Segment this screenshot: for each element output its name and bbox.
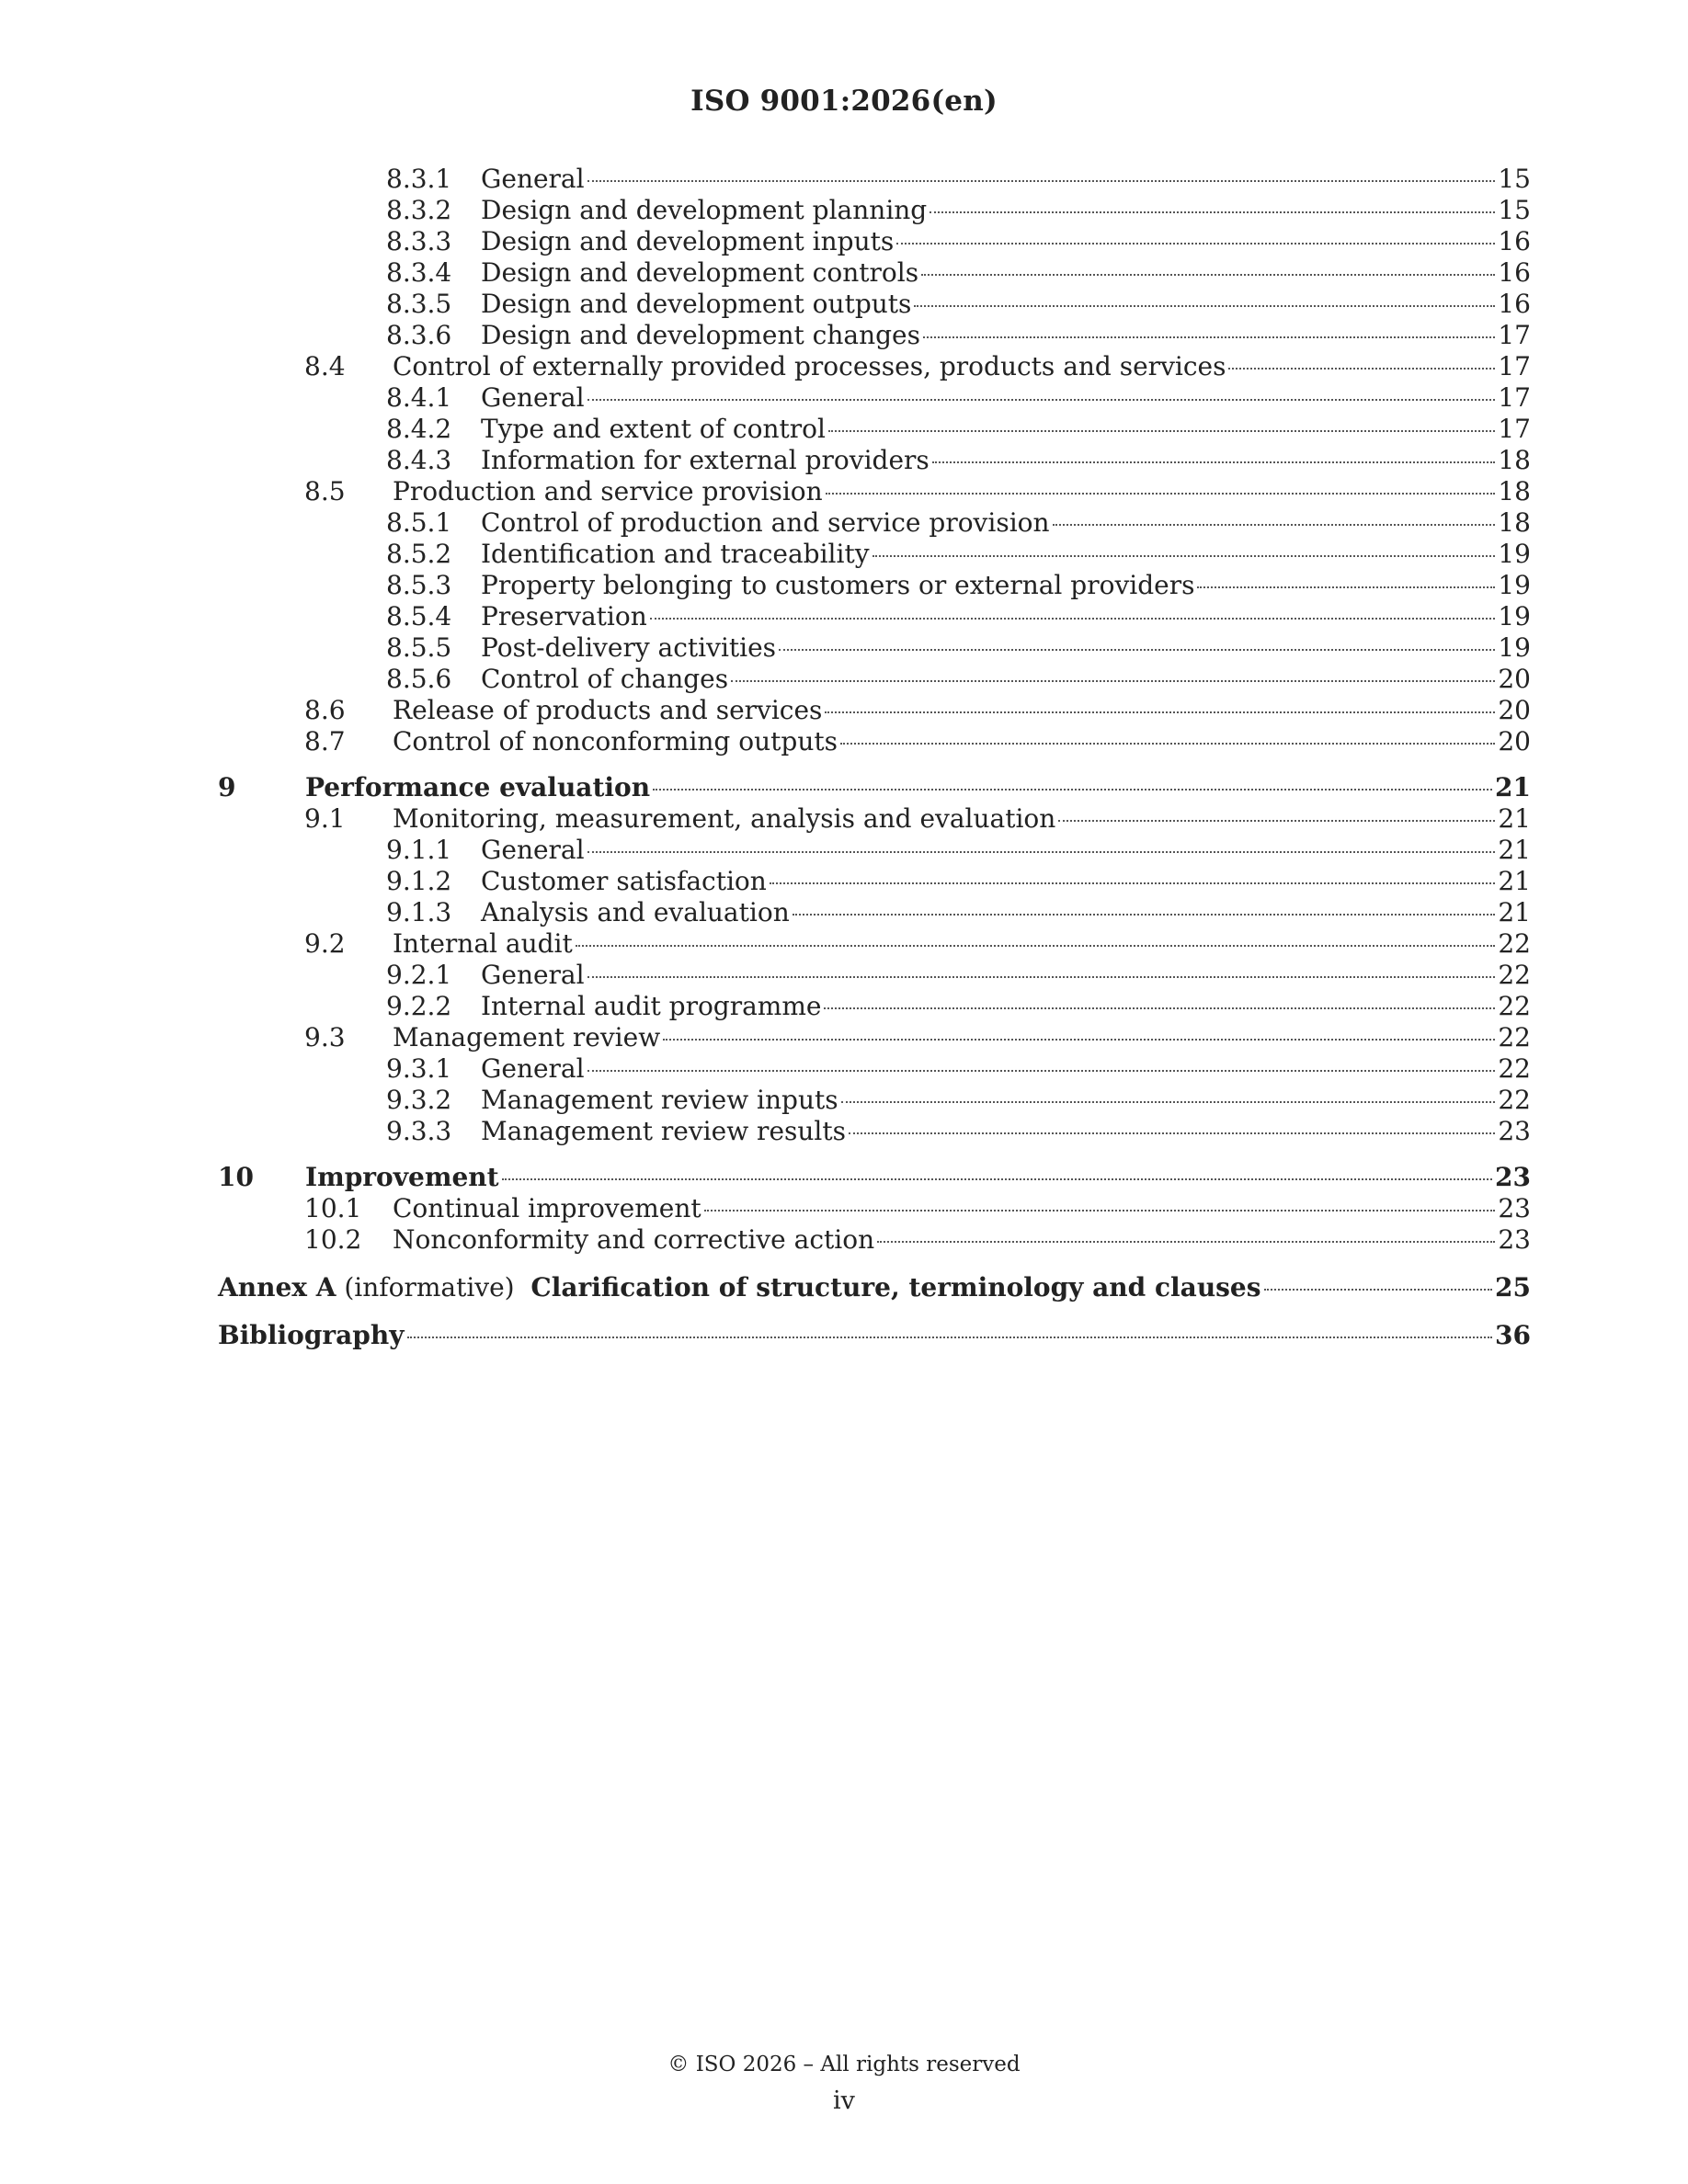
toc-entry-title: Continual improvement: [393, 1193, 701, 1223]
toc-entry-number: 8.4.1: [386, 382, 452, 413]
toc-entry-page: 20: [1498, 726, 1531, 756]
toc-entry-number: 8.3.1: [386, 164, 452, 194]
toc-dot-leader: [1053, 524, 1496, 526]
toc-entry-number: 9.3.2: [386, 1085, 452, 1115]
toc-entry[interactable]: [218, 1116, 1531, 1147]
toc-entry[interactable]: [218, 1085, 1531, 1116]
toc-entry-number: 8.5.3: [386, 570, 452, 600]
toc-entry-page: 22: [1498, 1053, 1531, 1084]
toc-entry-page: 16: [1498, 257, 1531, 288]
toc-entry-number: 9: [218, 772, 236, 802]
document-header-title: ISO 9001:2026(en): [690, 85, 998, 118]
toc-entry-title: General: [481, 960, 585, 990]
toc-dot-leader: [841, 1101, 1496, 1103]
toc-entry[interactable]: [218, 1224, 1531, 1256]
toc-dot-leader: [576, 945, 1496, 947]
toc-entry[interactable]: [218, 632, 1531, 664]
toc-entry-number: 9.3.3: [386, 1116, 452, 1146]
toc-entry-page: 19: [1498, 570, 1531, 600]
toc-entry-page: 21: [1495, 772, 1531, 802]
toc-dot-leader: [877, 1241, 1495, 1243]
footer-page-number: iv: [833, 2087, 855, 2115]
annex-title-group: [218, 1272, 1261, 1303]
toc-entry-number: 9.3.1: [386, 1053, 452, 1084]
toc-entry[interactable]: [218, 991, 1531, 1022]
toc-entry[interactable]: [218, 164, 1531, 195]
toc-entry-title: Control of externally provided processes, products and services: [393, 351, 1226, 381]
toc-dot-leader: [828, 430, 1495, 432]
toc-entry-title: Post-delivery activities: [481, 632, 777, 663]
toc-entry-title: Identification and traceability: [481, 539, 870, 569]
toc-dot-leader: [779, 649, 1495, 651]
toc-entry[interactable]: [218, 320, 1531, 351]
toc-entry-page: 17: [1498, 382, 1531, 413]
toc-entry-page: 16: [1498, 289, 1531, 319]
toc-dot-leader: [653, 789, 1492, 791]
toc-entry-number: 9.1.2: [386, 866, 452, 896]
toc-dot-leader: [914, 305, 1495, 307]
annex-label: Annex A: [218, 1272, 336, 1302]
toc-dot-leader: [587, 976, 1496, 978]
toc-entry[interactable]: [218, 772, 1531, 803]
toc-entry-page: 19: [1498, 601, 1531, 631]
toc-entry-number: 9.1: [304, 803, 346, 834]
toc-dot-leader: [587, 180, 1496, 182]
toc-dot-leader: [704, 1210, 1496, 1211]
toc-entry-number: 8.3.4: [386, 257, 452, 288]
toc-entry-title: Management review: [393, 1022, 661, 1052]
toc-entry-page: 25: [1495, 1272, 1531, 1302]
toc-dot-leader: [770, 882, 1496, 884]
toc-entry-page: 21: [1498, 866, 1531, 896]
toc-entry-title: General: [481, 835, 585, 865]
toc-entry-title: Release of products and services: [393, 695, 823, 725]
toc-dot-leader: [932, 461, 1496, 463]
toc-entry-title: Design and development inputs: [481, 226, 895, 256]
toc-entry-number: 9.1.3: [386, 897, 452, 927]
toc-entry[interactable]: [218, 897, 1531, 928]
toc-entry[interactable]: [218, 257, 1531, 289]
toc-entry[interactable]: [218, 382, 1531, 414]
toc-dot-leader: [407, 1337, 1493, 1338]
toc-entry[interactable]: [218, 226, 1531, 257]
toc-entry-title: Property belonging to customers or external providers: [481, 570, 1195, 600]
toc-entry-bibliography[interactable]: [218, 1320, 1531, 1351]
toc-entry-page: 17: [1498, 414, 1531, 444]
toc-entry-page: 19: [1498, 539, 1531, 569]
toc-entry[interactable]: [218, 289, 1531, 320]
toc-entry[interactable]: [218, 414, 1531, 445]
toc-entry-number: 8.7: [304, 726, 346, 756]
toc-entry-number: 8.4.2: [386, 414, 452, 444]
toc-dot-leader: [824, 1007, 1495, 1009]
toc-entry[interactable]: [218, 803, 1531, 835]
toc-entry-page: 22: [1498, 928, 1531, 959]
toc-entry-page: 17: [1498, 320, 1531, 350]
toc-entry-number: 8.5.2: [386, 539, 452, 569]
toc-entry-number: 9.2.1: [386, 960, 452, 990]
toc-entry-number: 8.5.5: [386, 632, 452, 663]
toc-dot-leader: [587, 399, 1496, 401]
toc-entry-title: Type and extent of control: [481, 414, 826, 444]
toc-entry-number: 8.5.1: [386, 507, 452, 538]
toc-entry[interactable]: [218, 1162, 1531, 1193]
toc-dot-leader: [587, 1070, 1496, 1072]
toc-dot-leader: [650, 618, 1496, 620]
toc-entry-page: 36: [1495, 1320, 1531, 1350]
toc-entry-number: 8.3.6: [386, 320, 452, 350]
toc-dot-leader: [849, 1132, 1495, 1134]
toc-dot-leader: [663, 1039, 1495, 1041]
toc-entry-number: 9.2.2: [386, 991, 452, 1021]
toc-dot-leader: [1228, 368, 1495, 370]
toc-entry-number: 8.4: [304, 351, 346, 381]
toc-entry[interactable]: [218, 351, 1531, 382]
toc-entry[interactable]: [218, 507, 1531, 539]
toc-entry[interactable]: [218, 835, 1531, 866]
toc-dot-leader: [1197, 586, 1495, 588]
toc-entry-page: 20: [1498, 695, 1531, 725]
toc-entry-number: 9.1.1: [386, 835, 452, 865]
toc-entry[interactable]: [218, 928, 1531, 960]
toc-dot-leader: [840, 743, 1495, 745]
toc-entry-number: 8.3.2: [386, 195, 452, 225]
toc-dot-leader: [1264, 1289, 1493, 1291]
toc-entry[interactable]: [218, 1193, 1531, 1224]
toc-dot-leader: [793, 914, 1496, 916]
toc-entry-number: 9.3: [304, 1022, 346, 1052]
toc-entry-number: 8.5: [304, 476, 346, 506]
toc-entry-page: 23: [1498, 1116, 1531, 1146]
toc-entry-page: 16: [1498, 226, 1531, 256]
toc-entry-title: General: [481, 382, 585, 413]
toc-entry-title: Customer satisfaction: [481, 866, 767, 896]
toc-entry[interactable]: [218, 726, 1531, 757]
toc-entry-page: 18: [1498, 507, 1531, 538]
toc-entry-title: Monitoring, measurement, analysis and evaluation: [393, 803, 1056, 834]
toc-entry-title: Control of changes: [481, 664, 729, 694]
toc-entry-page: 23: [1495, 1162, 1531, 1192]
toc-entry-page: 15: [1498, 164, 1531, 194]
toc-dot-leader: [825, 711, 1495, 713]
toc-entry-title: Management review results: [481, 1116, 846, 1146]
toc-dot-leader: [873, 555, 1496, 557]
toc-entry-title: Information for external providers: [481, 445, 930, 475]
toc-entry[interactable]: [218, 570, 1531, 601]
toc-entry-number: 8.6: [304, 695, 346, 725]
toc-entry[interactable]: [218, 445, 1531, 476]
toc-entry[interactable]: [218, 476, 1531, 507]
table-of-contents: [218, 164, 1531, 1351]
toc-entry-title: Management review inputs: [481, 1085, 838, 1115]
toc-entry-title: Performance evaluation: [305, 772, 651, 802]
toc-entry-title: Design and development planning: [481, 195, 928, 225]
toc-entry-title: Control of production and service provision: [481, 507, 1050, 538]
toc-entry-title: Design and development controls: [481, 257, 919, 288]
toc-dot-leader: [930, 211, 1495, 213]
toc-dot-leader: [1058, 820, 1495, 822]
bibliography-title: Bibliography: [218, 1320, 405, 1350]
toc-dot-leader: [923, 336, 1495, 338]
toc-entry-page: 18: [1498, 476, 1531, 506]
toc-entry-page: 19: [1498, 632, 1531, 663]
toc-entry[interactable]: [218, 195, 1531, 226]
toc-entry-title: Internal audit: [393, 928, 573, 959]
annex-title: Clarification of structure, terminology and clauses: [530, 1272, 1261, 1302]
toc-entry-page: 21: [1498, 835, 1531, 865]
toc-entry-number: 10: [218, 1162, 254, 1192]
toc-entry-title: Design and development outputs: [481, 289, 912, 319]
toc-entry-title: Improvement: [305, 1162, 499, 1192]
annex-qualifier: (informative): [344, 1272, 515, 1302]
toc-dot-leader: [921, 274, 1495, 276]
toc-entry-title: Design and development changes: [481, 320, 920, 350]
toc-entry[interactable]: [218, 539, 1531, 570]
footer-copyright: © ISO 2026 – All rights reserved: [667, 2053, 1021, 2076]
toc-entry-title: Control of nonconforming outputs: [393, 726, 838, 756]
toc-entry-page: 15: [1498, 195, 1531, 225]
toc-entry-title: Internal audit programme: [481, 991, 822, 1021]
toc-entry-page: 17: [1498, 351, 1531, 381]
toc-entry[interactable]: [218, 695, 1531, 726]
toc-entry[interactable]: [218, 1022, 1531, 1053]
toc-entry[interactable]: [218, 664, 1531, 695]
toc-entry-number: 8.3.5: [386, 289, 452, 319]
toc-entry-number: 8.5.4: [386, 601, 452, 631]
toc-entry-title: Analysis and evaluation: [481, 897, 790, 927]
toc-entry-page: 22: [1498, 1022, 1531, 1052]
toc-entry[interactable]: [218, 1053, 1531, 1085]
toc-entry-page: 22: [1498, 960, 1531, 990]
toc-entry-page: 20: [1498, 664, 1531, 694]
toc-entry-page: 21: [1498, 897, 1531, 927]
toc-entry-page: 22: [1498, 1085, 1531, 1115]
toc-entry-number: 8.4.3: [386, 445, 452, 475]
toc-entry-number: 9.2: [304, 928, 346, 959]
toc-entry-title: Production and service provision: [393, 476, 823, 506]
toc-entry-number: 10.2: [304, 1224, 362, 1255]
toc-dot-leader: [896, 243, 1495, 245]
toc-entry-number: 8.3.3: [386, 226, 452, 256]
toc-entry-annex-a[interactable]: [218, 1272, 1531, 1303]
toc-entry-title: Nonconformity and corrective action: [393, 1224, 875, 1255]
toc-entry-title: General: [481, 164, 585, 194]
toc-entry[interactable]: [218, 866, 1531, 897]
toc-dot-leader: [731, 680, 1495, 682]
toc-entry-title: Preservation: [481, 601, 647, 631]
toc-entry-number: 8.5.6: [386, 664, 452, 694]
toc-entry-page: 23: [1498, 1193, 1531, 1223]
toc-entry-page: 22: [1498, 991, 1531, 1021]
toc-entry[interactable]: [218, 601, 1531, 632]
toc-dot-leader: [587, 851, 1496, 853]
toc-entry-title: General: [481, 1053, 585, 1084]
toc-dot-leader: [502, 1178, 1492, 1180]
toc-dot-leader: [826, 493, 1496, 495]
toc-entry[interactable]: [218, 960, 1531, 991]
toc-entry-page: 21: [1498, 803, 1531, 834]
toc-entry-number: 10.1: [304, 1193, 362, 1223]
toc-entry-page: 18: [1498, 445, 1531, 475]
toc-entry-page: 23: [1498, 1224, 1531, 1255]
